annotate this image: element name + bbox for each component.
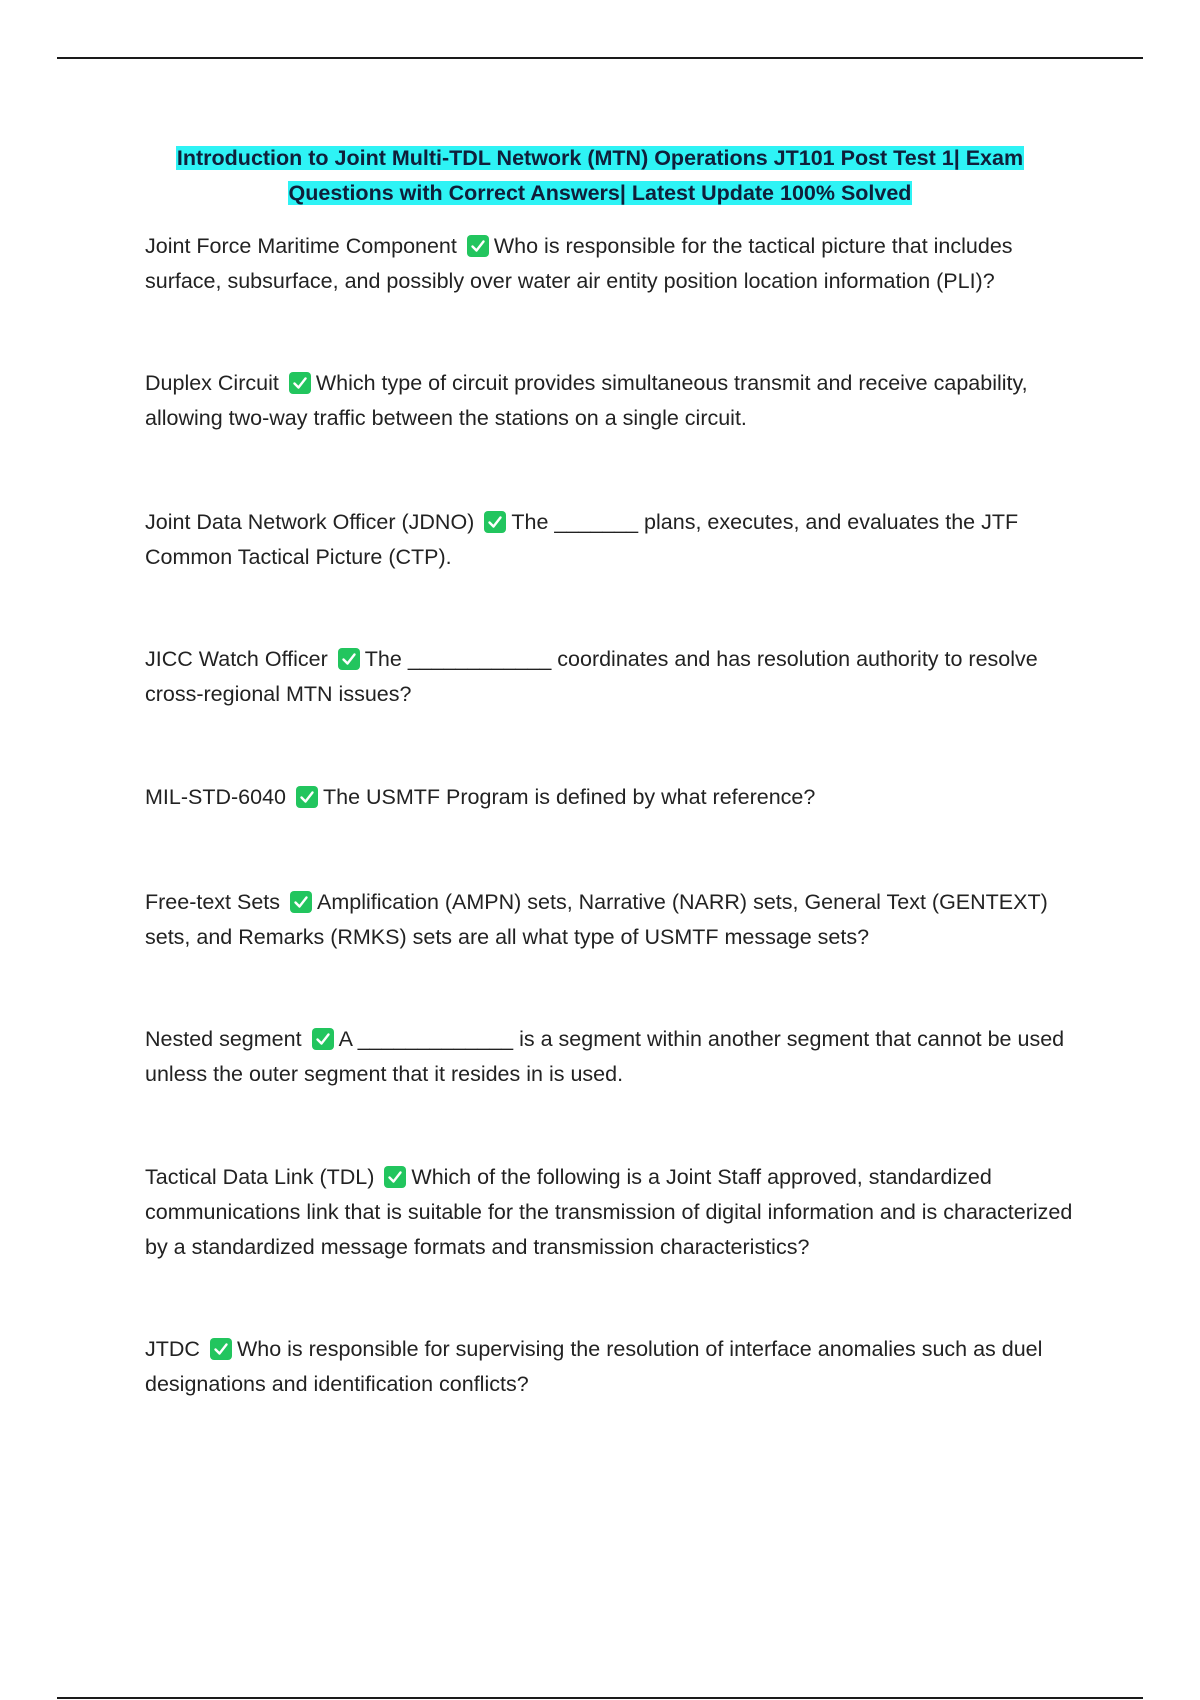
document-title [120, 141, 1080, 211]
check-icon [467, 235, 489, 257]
check-icon [290, 891, 312, 913]
question-text: Which type of circuit provides simultaneous transmit and receive capability, allowing two-way traffic between the stations on a single circuit. [145, 371, 1028, 430]
answer-text: Joint Force Maritime Component [145, 234, 457, 258]
header-rule [57, 57, 1143, 59]
question-text: Who is responsible for the tactical picture that includes surface, subsurface, and possibly over water air entity position location information (PLI)? [145, 234, 1013, 293]
footer-rule [57, 1697, 1143, 1699]
answer-text: JICC Watch Officer [145, 647, 328, 671]
qa-item [145, 366, 1075, 436]
qa-item [145, 780, 1075, 815]
question-text: Which of the following is a Joint Staff approved, standardized communications link that is suitable for the transmission of digital information and is characterized by a standardized message formats and transmission characteristics? [145, 1165, 1073, 1259]
question-text: A _____________ is a segment within another segment that cannot be used unless the outer segment that it resides in is used. [145, 1027, 1065, 1086]
check-icon [296, 786, 318, 808]
title-line-2: Questions with Correct Answers| Latest Update 100% Solved [288, 181, 912, 205]
question-text: Amplification (AMPN) sets, Narrative (NARR) sets, General Text (GENTEXT) sets, and Remarks (RMKS) sets are all what type of USMTF message sets? [145, 890, 1048, 949]
answer-text: MIL-STD-6040 [145, 785, 286, 809]
answer-text: Nested segment [145, 1027, 302, 1051]
check-icon [289, 372, 311, 394]
question-text: Who is responsible for supervising the resolution of interface anomalies such as duel designations and identification conflicts? [145, 1337, 1043, 1396]
qa-item [145, 505, 1075, 575]
qa-item [145, 1022, 1075, 1092]
qa-item [145, 229, 1075, 299]
answer-text: Free-text Sets [145, 890, 281, 914]
answer-text: JTDC [145, 1337, 200, 1361]
question-text: The USMTF Program is defined by what reference? [323, 785, 816, 809]
qa-item [145, 1332, 1075, 1402]
check-icon [384, 1166, 406, 1188]
answer-text: Duplex Circuit [145, 371, 279, 395]
question-text: The ____________ coordinates and has resolution authority to resolve cross-regional MTN issues? [145, 647, 1038, 706]
question-text: The _______ plans, executes, and evaluates the JTF Common Tactical Picture (CTP). [145, 510, 1019, 569]
qa-item [145, 642, 1075, 712]
qa-item [145, 885, 1075, 955]
check-icon [484, 511, 506, 533]
title-line-1: Introduction to Joint Multi-TDL Network (MTN) Operations JT101 Post Test 1| Exam [176, 146, 1024, 170]
answer-text: Joint Data Network Officer (JDNO) [145, 510, 475, 534]
check-icon [338, 648, 360, 670]
check-icon [312, 1028, 334, 1050]
qa-item [145, 1160, 1075, 1265]
answer-text: Tactical Data Link (TDL) [145, 1165, 375, 1189]
check-icon [210, 1338, 232, 1360]
